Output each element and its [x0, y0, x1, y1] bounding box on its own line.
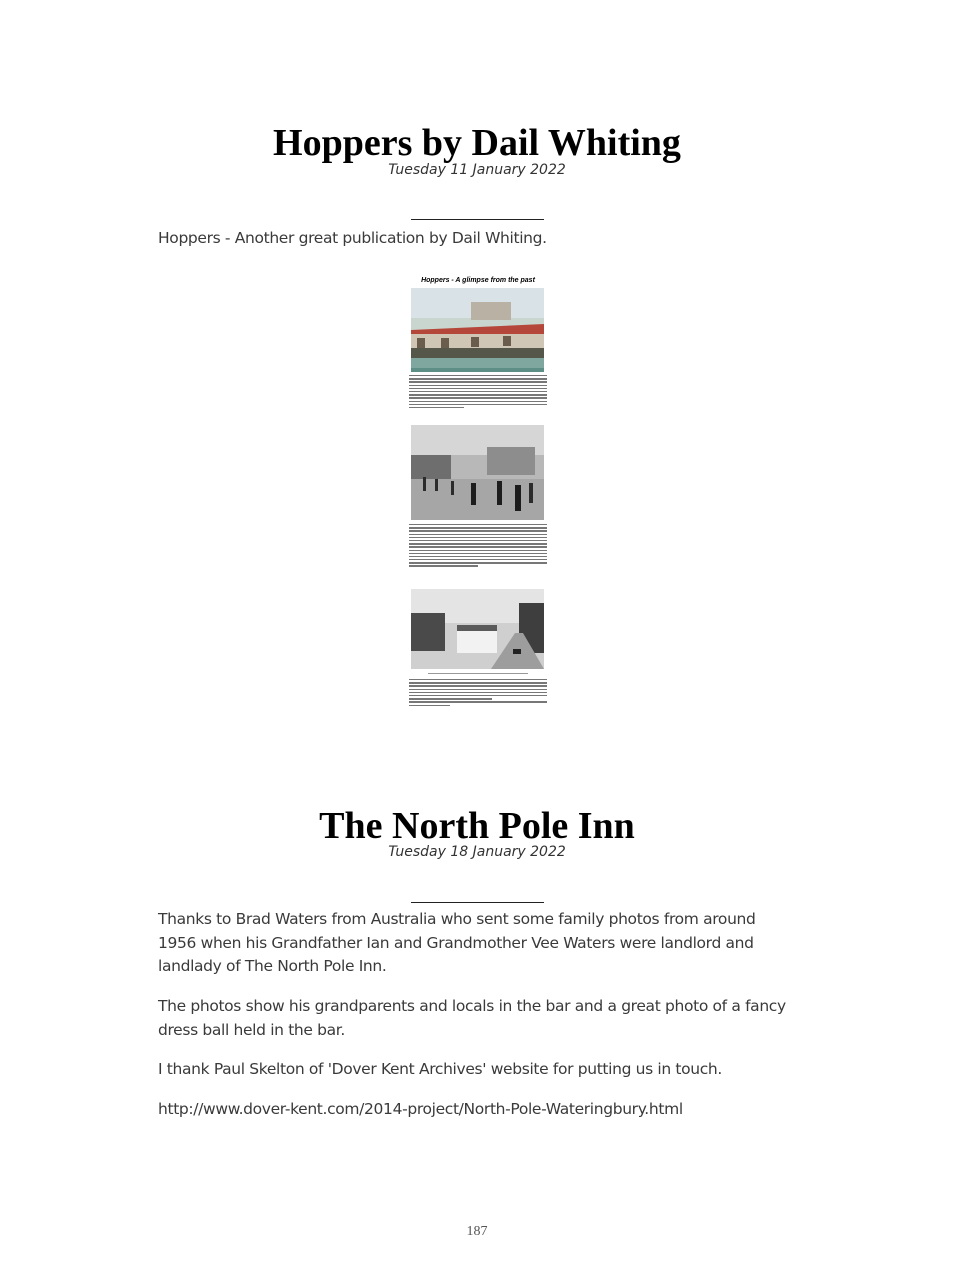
post-paragraph: Thanks to Brad Waters from Australia who sent some family photos from around 1956 when his Grandfather Ian and Grandmother Vee Waters were landlord and landlady of The North Pole Inn. [158, 910, 756, 975]
clipping-text-block [409, 679, 547, 708]
clipping-text-block [409, 524, 547, 569]
photo-caption [428, 673, 528, 674]
post-divider [411, 902, 544, 903]
post-divider [411, 219, 544, 220]
photo-north-pole-road [411, 589, 544, 669]
newsletter-clipping-image[interactable] [408, 274, 548, 726]
post-title-hoppers[interactable]: Hoppers by Dail Whiting [273, 122, 681, 164]
post-paragraph: Hoppers - Another great publication by Dail Whiting. [158, 229, 547, 247]
photo-hoppers-buildings [411, 288, 544, 372]
post-date-north-pole-inn: Tuesday 18 January 2022 [388, 844, 566, 860]
photo-street-crowd [411, 425, 544, 520]
post-paragraph: I thank Paul Skelton of 'Dover Kent Archives' website for putting us in touch. [158, 1060, 722, 1078]
clipping-heading: Hoppers - A glimpse from the past [421, 277, 535, 284]
archive-link[interactable]: http://www.dover-kent.com/2014-project/North-Pole-Wateringbury.html [158, 1100, 683, 1118]
clipping-text-block [409, 375, 547, 410]
post-title-north-pole-inn[interactable]: The North Pole Inn [319, 805, 635, 847]
post-date-hoppers: Tuesday 11 January 2022 [388, 162, 566, 178]
page-number: 187 [466, 1224, 488, 1239]
post-paragraph: The photos show his grandparents and locals in the bar and a great photo of a fancy dress ball held in the bar. [158, 997, 786, 1039]
